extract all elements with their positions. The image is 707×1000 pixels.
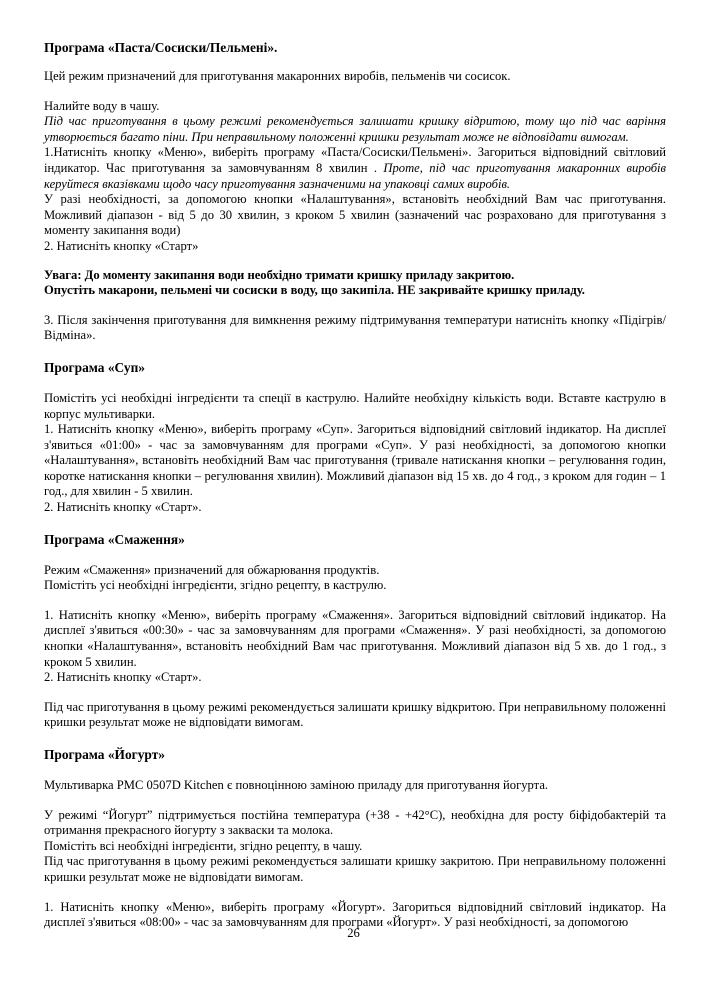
pasta-warning-1: Увага: До моменту закипання води необхідно тримати кришку приладу закритою. xyxy=(44,267,515,282)
pasta-warning-2: Опустіть макарони, пельмені чи сосиски в воду, що закипіла. НЕ закривайте кришку приладу. xyxy=(44,283,585,298)
page-number: 26 xyxy=(347,926,360,940)
yogurt-p3: Помістіть всі необхідні інгредієнти, згідно рецепту, в чашу. xyxy=(44,838,363,853)
yogurt-p1: Мультиварка РМС 0507D Kitchen є повноцінною заміною приладу для приготування йогурта. xyxy=(44,778,549,792)
pasta-pour: Налийте воду в чашу. xyxy=(44,98,160,113)
yogurt-p2: У режимі “Йогурт” підтримується постійна температура (+38 - +42°С), необхідна для росту біфідобактерій та отримання прекрасного йогурту з закваски та молока. xyxy=(44,807,666,838)
pasta-step2: 2. Натисніть кнопку «Старт» xyxy=(44,238,199,253)
fry-p2: Помістіть усі необхідні інгредієнти, згідно рецепту, в каструлю. xyxy=(44,578,387,593)
section-title-fry: Програма «Смаження» xyxy=(44,531,185,547)
fry-p3: 1. Натисніть кнопку «Меню», виберіть програму «Смаження». Загориться відповідний світловий індикатор. На дисплеї з'явиться «00:30» - час за замовчуванням для програми «Смаження». У разі необхідності, за допомогою кнопки «Налаштування», встановіть необхідний Вам час приготування. Можливий діапазон від 5 хв. до 1 год., з кроком 5 хвилин. xyxy=(44,607,666,669)
pasta-note: Під час приготування в цьому режимі рекомендується залишати кришку відритою, тому що під час варіння утворюється багато піни. При неправильному положенні кришки результат може не відповідати вимогам. xyxy=(44,114,666,144)
pasta-adjust: У разі необхідності, за допомогою кнопки «Налаштування», встановіть необхідний Вам час приготування. Можливий діапазон - від 5 до 30 хвилин, з кроком 5 хвилин (зазначений час розраховано для приготування з моменту закипання води) xyxy=(44,192,666,238)
section-title-yogurt: Програма «Йогурт» xyxy=(44,747,165,762)
pasta-step1-text: 1.Натисніть кнопку «Меню», виберіть програму «Паста/Сосиски/Пельмені». Загориться відповідний світловий індикатор. Час приготування за замовчуванням 8 хвилин . xyxy=(44,145,666,175)
document-page xyxy=(44,34,666,931)
fry-p1: Режим «Смаження» призначений для обжарювання продуктів. xyxy=(44,562,380,577)
soup-p1: Помістіть усі необхідні інгредієнти та спеції в каструлю. Налийте необхідну кількість води. Вставте каструлю в корпус мультиварки. xyxy=(44,390,666,421)
pasta-step3: 3. Після закінчення приготування для вимкнення режиму підтримування температури натисніть кнопку «Підігрів/Відміна». xyxy=(44,312,666,343)
pasta-step1-note: Проте, під час приготування макаронних виробів керуйтеся вказівками щодо часу приготування зазначеними на упаковці самих виробів. xyxy=(44,160,667,191)
soup-p3: 2. Натисніть кнопку «Старт». xyxy=(44,500,202,515)
yogurt-p5: 1. Натисніть кнопку «Меню», виберіть програму «Йогурт». Загориться відповідний світловий індикатор. На дисплеї з'явиться «08:00» - час за замовчуванням для програми «Йогурт». У разі необхідності, за допомогою xyxy=(44,899,666,930)
fry-p5: Під час приготування в цьому режимі рекомендується залишати кришку відкритою. При неправильному положенні кришки результат може не відповідати вимогам. xyxy=(44,699,666,730)
pasta-step1 xyxy=(44,145,666,192)
section-title-soup: Програма «Суп» xyxy=(44,359,145,375)
section-title-pasta: Програма «Паста/Сосиски/Пельмені». xyxy=(44,40,278,55)
fry-p4: 2. Натисніть кнопку «Старт». xyxy=(44,670,202,685)
soup-p2: 1. Натисніть кнопку «Меню», виберіть програму «Суп». Загориться відповідний світловий індикатор. На дисплеї з'явиться «01:00» - час за замовчуванням для програми «Суп». У разі необхідності, за допомогою кнопки «Налаштування», встановіть необхідний Вам час приготування (тривале натискання кнопки – регулювання годин, коротке натискання кнопки – регулювання хвилин). Можливий діапазон від 15 хв. до 4 год., з кроком для годин – 1 год., для хвилин - 5 хвилин. xyxy=(44,422,666,499)
pasta-intro: Цей режим призначений для приготування макаронних виробів, пельменів чи сосисок. xyxy=(44,69,511,83)
yogurt-p4: Під час приготування в цьому режимі рекомендується залишати кришку закритою. При неправильному положенні кришки результат може не відповідати вимогам. xyxy=(44,854,666,884)
